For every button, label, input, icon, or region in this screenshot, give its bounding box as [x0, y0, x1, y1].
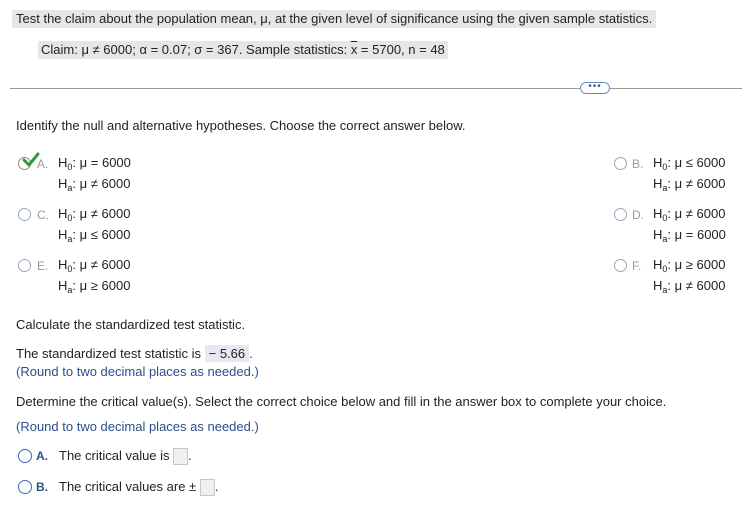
choice-d[interactable] — [612, 203, 742, 247]
critical-values-input[interactable] — [200, 479, 215, 496]
claim-line — [38, 41, 448, 59]
choice-e[interactable] — [16, 254, 316, 298]
expand-ellipsis-button[interactable]: ••• — [580, 82, 610, 94]
choice-c[interactable] — [16, 203, 316, 247]
test-statistic-line — [16, 345, 253, 362]
question-intro: Test the claim about the population mean, μ, at the given level of significance using the given sample statistics. — [12, 10, 656, 28]
claim-suffix: = 5700, n = 48 — [357, 42, 445, 57]
critical-choice-a-text: The critical value is . — [59, 448, 192, 465]
radio-f[interactable] — [614, 259, 627, 272]
divider-left — [10, 88, 580, 89]
choice-a-ha: $H_a$: μ ≠ 6000 — [58, 176, 131, 193]
critical-value-input[interactable] — [173, 448, 188, 465]
critical-radio-b[interactable] — [18, 480, 32, 494]
radio-e[interactable] — [18, 259, 31, 272]
choice-f-ha: $H_a$: μ ≠ 6000 — [653, 278, 726, 295]
critical-radio-a[interactable] — [18, 449, 32, 463]
critical-choice-b[interactable] — [16, 476, 276, 498]
critical-choice-b-text: The critical values are ± . — [59, 479, 218, 496]
claim-prefix: Claim: μ ≠ 6000; α = 0.07; σ = 367. Sample statistics: — [41, 42, 351, 57]
radio-b[interactable] — [614, 157, 627, 170]
choice-c-letter: C. — [37, 208, 49, 222]
test-statistic-answer[interactable]: − 5.66 — [205, 345, 250, 362]
choice-a-letter: A. — [37, 157, 49, 171]
critical-choice-b-letter: B. — [36, 480, 48, 494]
choice-e-letter: E. — [37, 259, 49, 273]
choice-f-letter: F. — [632, 259, 642, 273]
choice-b-ha: $H_a$: μ ≠ 6000 — [653, 176, 726, 193]
part2-hint: (Round to two decimal places as needed.) — [16, 364, 259, 379]
radio-c[interactable] — [18, 208, 31, 221]
choice-f-h0: $H_0$: μ ≥ 6000 — [653, 257, 726, 274]
xbar-symbol: $\overline{x}$ — [350, 42, 358, 57]
choice-f[interactable] — [612, 254, 742, 298]
radio-d[interactable] — [614, 208, 627, 221]
choice-e-ha: $H_a$: μ ≥ 6000 — [58, 278, 131, 295]
test-statistic-label: The standardized test statistic is — [16, 346, 201, 361]
choice-c-ha: $H_a$: μ ≤ 6000 — [58, 227, 131, 244]
part3-prompt: Determine the critical value(s). Select the correct choice below and fill in the answer box to complete your choice. — [16, 394, 667, 409]
choice-b[interactable] — [612, 152, 742, 196]
choice-b-h0: $H_0$: μ ≤ 6000 — [653, 155, 726, 172]
choice-a[interactable] — [16, 152, 316, 196]
choice-d-h0: $H_0$: μ ≠ 6000 — [653, 206, 726, 223]
choice-c-h0: $H_0$: μ ≠ 6000 — [58, 206, 131, 223]
choice-d-ha: $H_a$: μ = 6000 — [653, 227, 726, 244]
choice-e-h0: $H_0$: μ ≠ 6000 — [58, 257, 131, 274]
period: . — [249, 346, 253, 361]
critical-choice-a-letter: A. — [36, 449, 48, 463]
part3-hint: (Round to two decimal places as needed.) — [16, 419, 259, 434]
part1-prompt: Identify the null and alternative hypotheses. Choose the correct answer below. — [16, 118, 466, 133]
choice-b-letter: B. — [632, 157, 644, 171]
divider-right — [610, 88, 742, 89]
choice-a-h0: $H_0$: μ = 6000 — [58, 155, 131, 172]
choice-d-letter: D. — [632, 208, 644, 222]
part2-prompt: Calculate the standardized test statistic. — [16, 317, 246, 332]
critical-choice-a[interactable] — [16, 445, 276, 467]
